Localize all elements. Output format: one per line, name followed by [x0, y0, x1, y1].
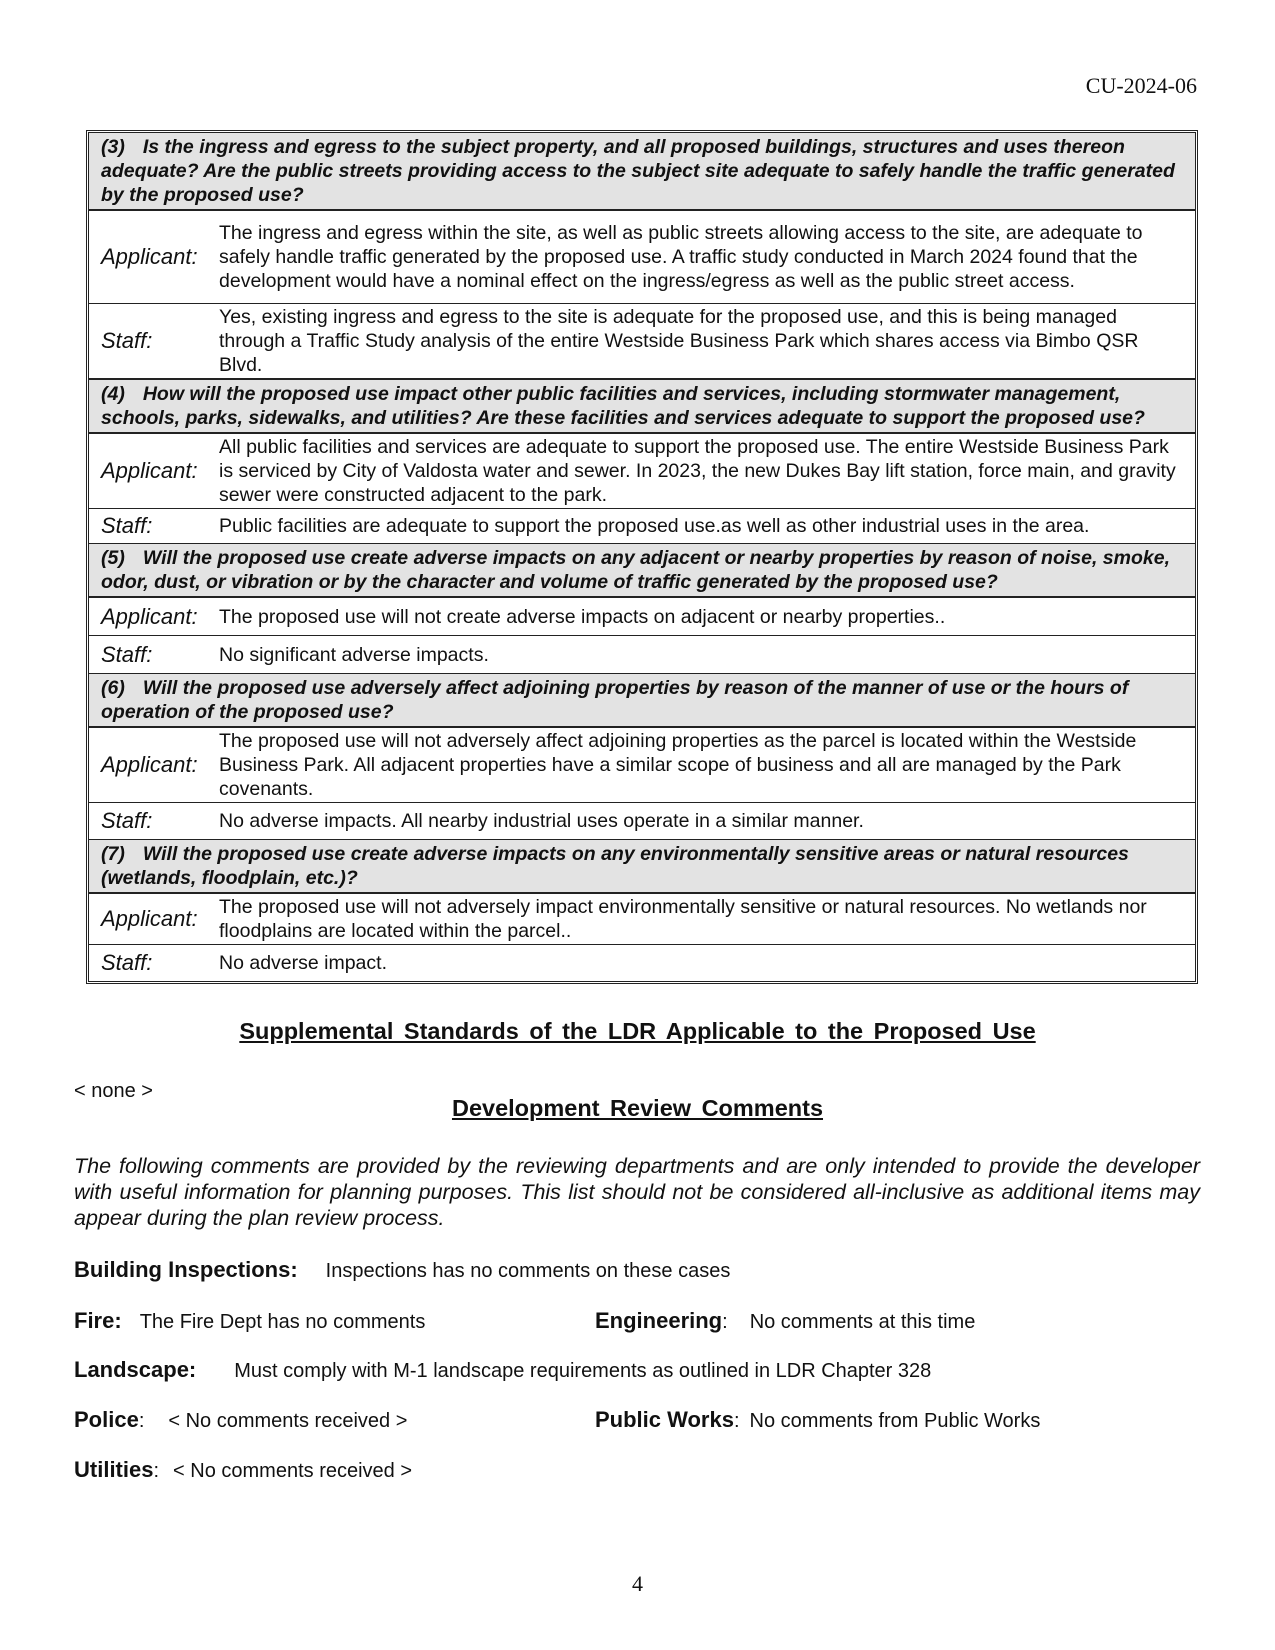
- staff-text: Public facilities are adequate to support the proposed use.as well as other industrial uses in the area.: [219, 515, 1090, 537]
- engineering-comment: Engineering: No comments at this time: [595, 1308, 976, 1333]
- building-inspections-comment: [74, 1257, 730, 1283]
- applicant-label: Applicant:: [101, 458, 198, 483]
- applicant-response: [89, 728, 1195, 803]
- police-text: < No comments received >: [168, 1410, 408, 1432]
- police-label: Police: [74, 1407, 139, 1432]
- case-id: CU-2024-06: [1085, 73, 1197, 98]
- building-inspections-label: Building Inspections:: [74, 1257, 298, 1282]
- police-comment: Police: < No comments received >: [74, 1407, 408, 1432]
- utilities-text: < No comments received >: [173, 1460, 413, 1482]
- utilities-comment: Utilities: < No comments received >: [74, 1457, 413, 1482]
- staff-label: Staff:: [101, 950, 153, 975]
- development-review-heading: Development Review Comments: [451, 1095, 824, 1121]
- public-works-label: Public Works: [595, 1407, 734, 1432]
- engineering-label: Engineering: [595, 1308, 723, 1333]
- question-text: How will the proposed use impact other public facilities and services, including stormwater management, schools, parks, sidewalks, and utilities? Are these facilities and services adequate to support the proposed use?: [101, 383, 1145, 429]
- staff-label: Staff:: [101, 328, 153, 353]
- page-number: 4: [632, 1571, 643, 1596]
- applicant-label: Applicant:: [101, 906, 198, 931]
- applicant-response: [89, 894, 1195, 945]
- applicant-response: [89, 211, 1195, 304]
- applicant-text: All public facilities and services are adequate to support the proposed use. The entire Westside Business Park is serviced by City of Valdosta water and sewer. In 2023, the new Dukes Bay lift station, force main, and gravity sewer were constructed adjacent to the park.: [219, 436, 1176, 506]
- question-3: [89, 133, 1195, 211]
- question-number: (6): [101, 677, 125, 699]
- staff-response: [89, 636, 1195, 674]
- review-intro-paragraph: The following comments are provided by the reviewing departments and are only intended to provide the developer with useful information for planning purposes. This list should not be considered all-inclusive as additional items may appear during the plan review process.: [74, 1154, 1200, 1230]
- landscape-comment: [74, 1357, 931, 1383]
- utilities-label: Utilities: [74, 1457, 154, 1482]
- question-7: [89, 840, 1195, 894]
- engineering-text: No comments at this time: [749, 1311, 976, 1333]
- staff-response: [89, 803, 1195, 840]
- fire-comment: [74, 1308, 425, 1334]
- question-4: [89, 379, 1195, 434]
- question-number: (3): [101, 136, 125, 158]
- question-number: (4): [101, 383, 125, 405]
- staff-text: Yes, existing ingress and egress to the site is adequate for the proposed use, and this is being managed through a Traffic Study analysis of the entire Westside Business Park which shares access via Bimbo QSR Blvd.: [219, 306, 1139, 376]
- applicant-label: Applicant:: [101, 752, 198, 777]
- landscape-text: Must comply with M-1 landscape requirements as outlined in LDR Chapter 328: [234, 1360, 932, 1382]
- fire-text: The Fire Dept has no comments: [139, 1311, 426, 1333]
- staff-text: No significant adverse impacts.: [219, 643, 489, 666]
- building-inspections-text: Inspections has no comments on these cases: [325, 1260, 731, 1282]
- question-number: (5): [101, 547, 125, 569]
- applicant-text: The proposed use will not adversely affect adjoining properties as the parcel is located within the Westside Business Park. All adjacent properties have a similar scope of business and all are managed by the Park covenants.: [219, 730, 1137, 800]
- supplemental-standards-heading: Supplemental Standards of the LDR Applicable to the Proposed Use: [239, 1018, 1036, 1044]
- public-works-text: No comments from Public Works: [749, 1410, 1041, 1432]
- question-text: Will the proposed use create adverse impacts on any adjacent or nearby properties by reason of noise, smoke, odor, dust, or vibration or by the character and volume of traffic generated by the proposed use?: [101, 547, 1171, 593]
- landscape-label: Landscape:: [74, 1357, 197, 1382]
- applicant-text: The proposed use will not create adverse impacts on adjacent or nearby properties..: [219, 605, 946, 628]
- staff-response: [89, 509, 1195, 544]
- applicant-label: Applicant:: [101, 603, 198, 629]
- applicant-response: [89, 434, 1195, 509]
- applicant-text: The ingress and egress within the site, as well as public streets allowing access to the site, are adequate to safely handle traffic generated by the proposed use. A traffic study conducted in March 2024 found that the development would have a nominal effect on the ingress/egress as well as the public street access.: [219, 222, 1143, 292]
- question-text: Is the ingress and egress to the subject property, and all proposed buildings, structures and uses thereon adequate? Are the public streets providing access to the subject site adequate to safely handle the traffic generated by the proposed use?: [101, 136, 1175, 206]
- applicant-response: [89, 598, 1195, 636]
- question-number: (7): [101, 843, 125, 865]
- public-works-comment: Public Works: No comments from Public Works: [595, 1407, 1041, 1432]
- fire-label: Fire:: [74, 1308, 122, 1333]
- question-6: [89, 674, 1195, 728]
- staff-response: [89, 304, 1195, 379]
- staff-text: No adverse impact.: [219, 952, 387, 974]
- question-text: Will the proposed use create adverse impacts on any environmentally sensitive areas or natural resources (wetlands, floodplain, etc.)?: [101, 843, 1129, 889]
- applicant-text: The proposed use will not adversely impact environmentally sensitive or natural resources. No wetlands nor floodplains are located within the parcel..: [219, 896, 1147, 942]
- supplemental-standards-value: < none >: [74, 1080, 153, 1102]
- question-text: Will the proposed use adversely affect adjoining properties by reason of the manner of use or the hours of operation of the proposed use?: [101, 677, 1129, 723]
- standards-review-table: [86, 130, 1198, 984]
- staff-response: [89, 945, 1195, 981]
- staff-text: No adverse impacts. All nearby industrial uses operate in a similar manner.: [219, 810, 864, 832]
- applicant-label: Applicant:: [101, 244, 198, 269]
- question-5: [89, 544, 1195, 598]
- staff-label: Staff:: [101, 513, 153, 538]
- staff-label: Staff:: [101, 641, 153, 667]
- staff-label: Staff:: [101, 808, 153, 833]
